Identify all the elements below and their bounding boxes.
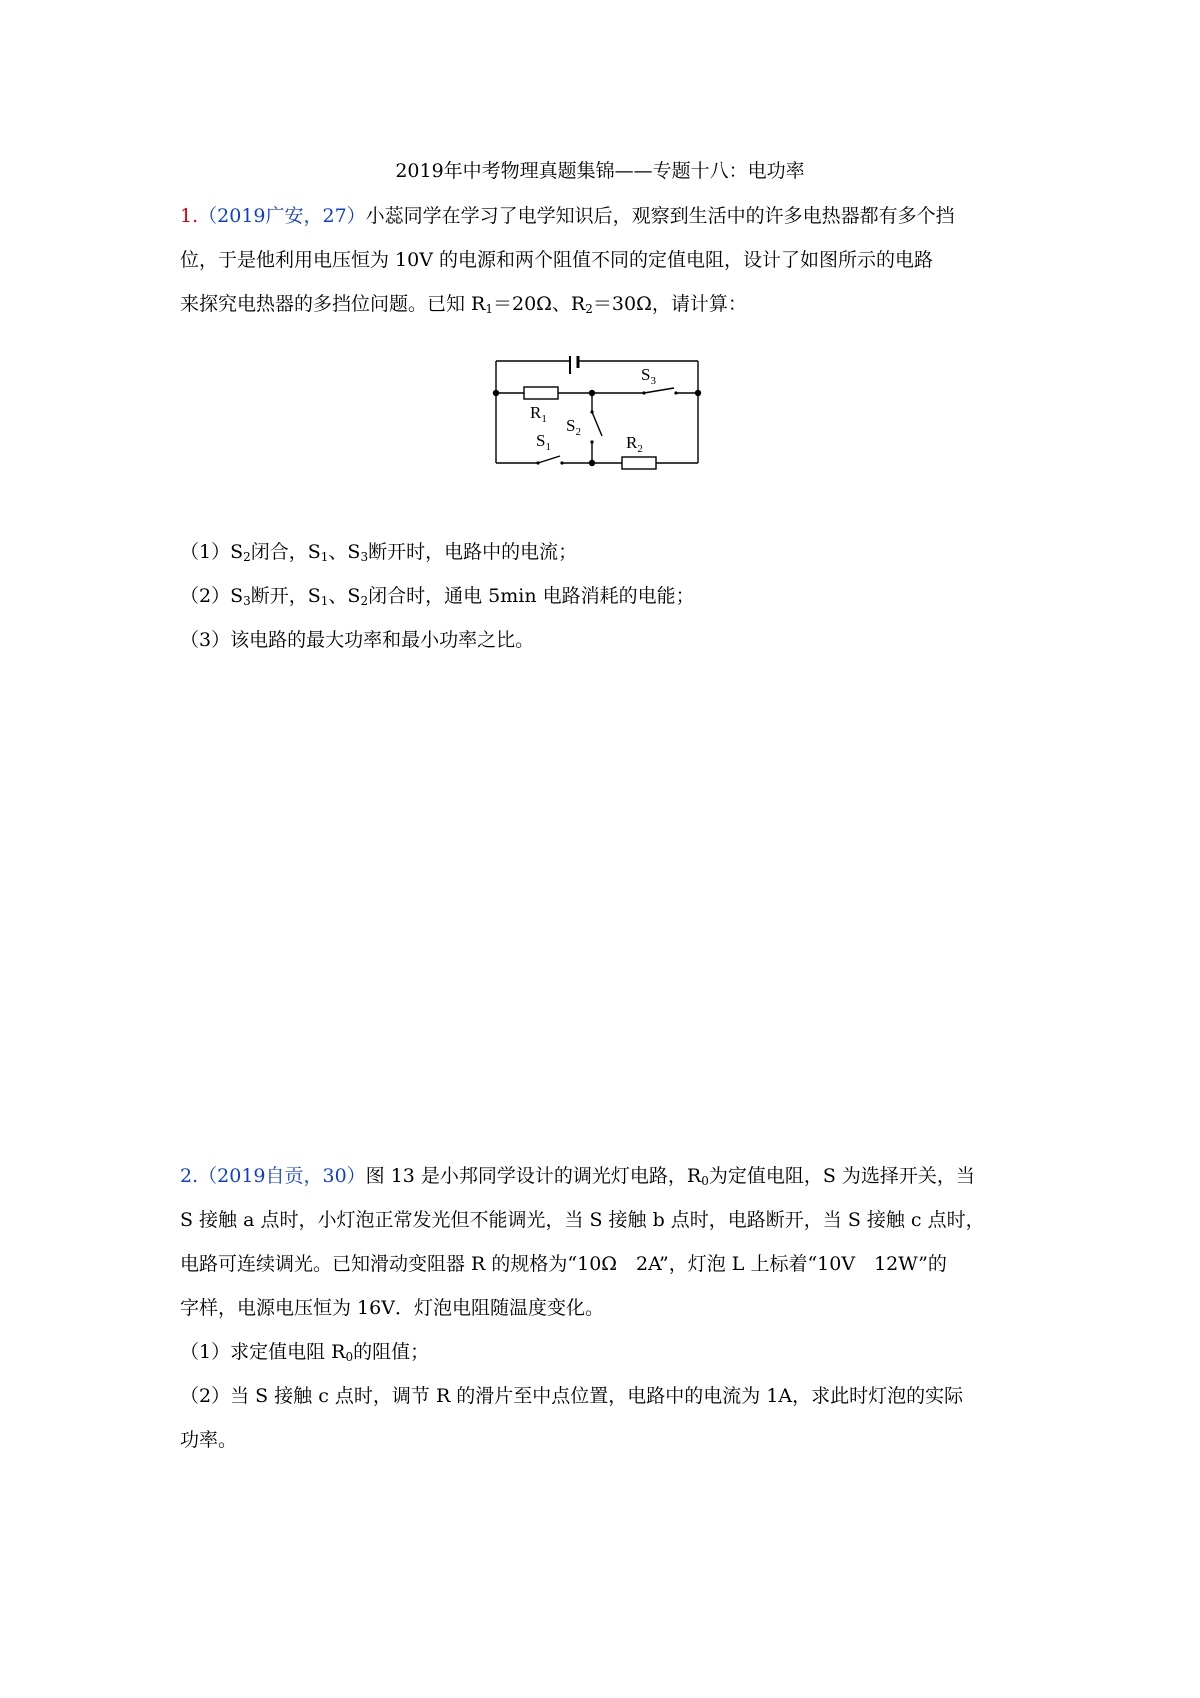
- q1-number: 1.: [180, 205, 199, 227]
- node-right: [695, 390, 701, 396]
- q1-line-1: 1.（2019广安，27）小蕊同学在学习了电学知识后，观察到生活中的许多电热器都有多个挡: [180, 205, 955, 227]
- resistor-r2: [622, 457, 656, 469]
- q2-source: （2019自贡，30）: [198, 1165, 366, 1187]
- switch-s2-blade: [592, 412, 602, 436]
- q2-line-3: 电路可连续调光。已知滑动变阻器 R 的规格为“10Ω 2A”，灯泡 L 上标着“10V 12W”的: [180, 1253, 947, 1275]
- q2-sub-2-line-2: 功率。: [180, 1429, 238, 1451]
- label-s2: $S_2$: [566, 416, 581, 438]
- switch-s1-blade: [538, 456, 560, 463]
- s2-contact-top: [590, 410, 593, 413]
- s3-contact-left: [642, 391, 645, 394]
- page-title: 2019年中考物理真题集锦——专题十八：电功率: [395, 160, 805, 182]
- resistor-r1: [524, 387, 558, 399]
- label-r1: $R_1$: [530, 403, 547, 425]
- circuit-diagram: [486, 356, 718, 516]
- s1-contact-right: [560, 461, 563, 464]
- s3-contact-right: [674, 391, 677, 394]
- label-r2: $R_2$: [626, 433, 643, 455]
- s2-contact-bottom: [590, 440, 593, 443]
- label-s3: $S_3$: [641, 365, 656, 387]
- label-s1: $S_1$: [536, 431, 551, 453]
- q2-line-1: 2.（2019自贡，30）图 13 是小邦同学设计的调光灯电路，$R_0$为定值电阻，S 为选择开关，当: [180, 1165, 975, 1188]
- q2-sub-2-line-1: （2）当 S 接触 c 点时，调节 R 的滑片至中点位置，电路中的电流为 1A，求此时灯泡的实际: [180, 1385, 964, 1407]
- q1-source: （2019广安，27）: [198, 205, 366, 227]
- q2-number: 2.: [180, 1165, 199, 1187]
- q2-line-4: 字样，电源电压恒为 16V．灯泡电阻随温度变化。: [180, 1297, 604, 1319]
- q2-line-2: S 接触 a 点时，小灯泡正常发光但不能调光，当 S 接触 b 点时，电路断开，当 S 接触 c 点时，: [180, 1209, 985, 1231]
- s1-contact-left: [536, 461, 539, 464]
- q1-line-2: 位，于是他利用电压恒为 10V 的电源和两个阻值不同的定值电阻，设计了如图所示的电路: [180, 249, 933, 271]
- node-mid-bottom: [589, 460, 595, 466]
- node-mid-top: [589, 390, 595, 396]
- switch-s3-blade: [644, 388, 674, 393]
- node-left: [493, 390, 499, 396]
- q1-line-3: 来探究电热器的多挡位问题。已知 $R_1=20\Omega$、$R_2=30\Omega$，请计算：: [180, 293, 747, 316]
- q2-sub-1: （1）求定值电阻 $R_0$的阻值；: [180, 1341, 430, 1364]
- q1-sub-2: $(2)S_3$断开，$S_1$、$S_2$闭合时，通电 5min 电路消耗的电能；: [180, 585, 695, 608]
- q1-sub-1: $(1)S_2$闭合，$S_1$、$S_3$断开时，电路中的电流；: [180, 541, 578, 564]
- q1-sub-3: （3）该电路的最大功率和最小功率之比。: [180, 629, 535, 651]
